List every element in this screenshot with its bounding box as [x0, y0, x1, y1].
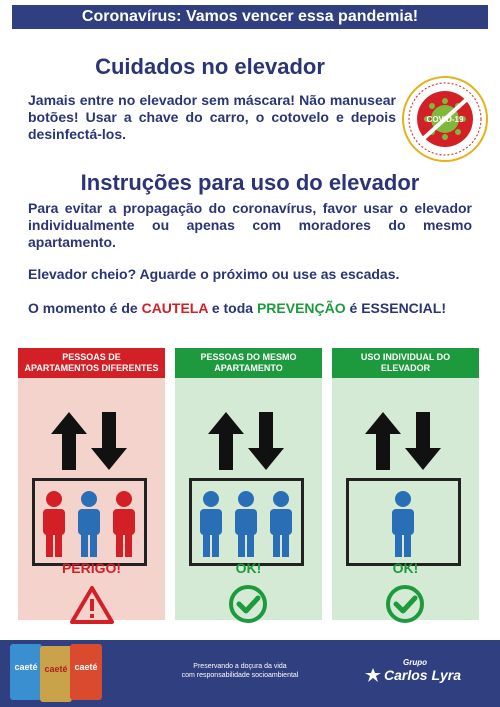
up-down-arrows-icon: [363, 412, 448, 472]
three-people-icon: [35, 481, 144, 563]
footer-tagline: Preservando a doçura da vida com responsabilidade socioambiental: [181, 663, 299, 679]
panel-individual-use: [332, 348, 479, 620]
check-icon: [228, 584, 268, 624]
panel-header: PESSOAS DO MESMO APARTAMENTO: [175, 348, 322, 378]
panel-status: OK!: [235, 560, 262, 576]
care-text: Jamais entre no elevador sem máscara! Não manusear botões! Usar a chave do carro, o cotovelo e depois desinfectá-los.: [28, 92, 396, 142]
panel-status: OK!: [392, 560, 419, 576]
single-person-icon: [349, 481, 458, 563]
elevator-cabin: [189, 478, 304, 566]
product-package: caeté: [40, 646, 72, 702]
check-icon: [385, 584, 425, 624]
panel-status: PERIGO!: [61, 560, 122, 576]
panel-header: PESSOAS DE APARTAMENTOS DIFERENTES: [18, 348, 165, 378]
warning-icon: [70, 586, 114, 624]
instructions-text: Para evitar a propagação do coronavírus, favor usar o elevador individualmente ou apenas com moradores do mesmo apartamento.: [28, 200, 472, 250]
covid-seal: [402, 76, 488, 162]
product-package: caeté: [10, 644, 42, 700]
brand-logo: Grupo Carlos Lyra: [365, 658, 461, 683]
caution-text: O momento é de CAUTELA e toda PREVENÇÃO é ESSENCIAL!: [28, 300, 447, 316]
section-title-instructions: Instruções para uso do elevador: [80, 170, 420, 195]
top-banner: [0, 0, 500, 34]
seal-label: COVID-19: [426, 115, 464, 124]
elevator-cabin: [346, 478, 461, 566]
up-down-arrows-icon: [49, 412, 134, 472]
panel-header: USO INDIVIDUAL DO ELEVADOR: [332, 348, 479, 378]
up-down-arrows-icon: [206, 412, 291, 472]
brand-star-icon: [365, 668, 381, 682]
elevator-cabin: [32, 478, 147, 566]
product-package: caeté: [70, 644, 102, 700]
three-people-icon: [192, 481, 301, 563]
top-banner-title: Coronavírus: Vamos vencer essa pandemia!: [12, 5, 488, 29]
panel-different-apartments: [18, 348, 165, 620]
footer: [0, 640, 500, 707]
section-title-care: Cuidados no elevador: [95, 54, 325, 79]
covid-seal-icon: [402, 76, 488, 162]
full-elevator-text: Elevador cheio? Aguarde o próximo ou use as escadas.: [28, 266, 400, 282]
panel-same-apartment: [175, 348, 322, 620]
